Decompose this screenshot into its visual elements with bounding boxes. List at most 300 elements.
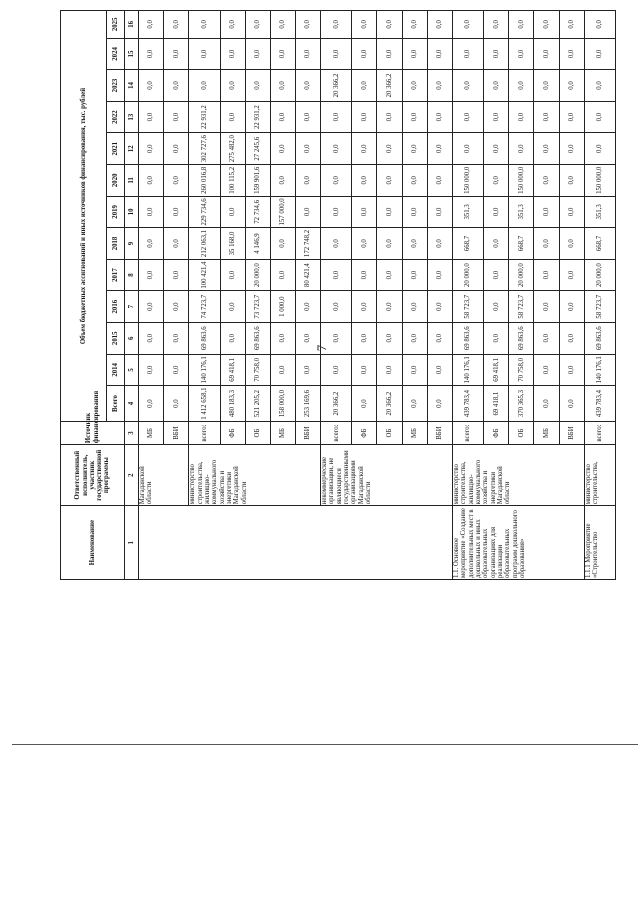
value-cell: 0,0 bbox=[139, 11, 164, 39]
value-cell: 0,0 bbox=[220, 259, 245, 291]
header-column-number: 13 bbox=[125, 101, 139, 133]
value-cell: 0,0 bbox=[220, 101, 245, 133]
value-cell: 0,0 bbox=[452, 70, 483, 102]
value-cell: 0,0 bbox=[220, 196, 245, 228]
header-column-number: 15 bbox=[125, 38, 139, 70]
value-cell: 0,0 bbox=[402, 354, 427, 386]
value-cell: 0,0 bbox=[559, 228, 584, 260]
value-cell: 0,0 bbox=[270, 354, 295, 386]
value-cell: 260 016,8 bbox=[189, 165, 220, 197]
value-cell: 0,0 bbox=[352, 38, 377, 70]
executor-ngo: некоммерческие организации, не являющиеся государственными организациями Магаданской области bbox=[321, 445, 453, 506]
value-cell: 0,0 bbox=[270, 70, 295, 102]
value-cell: 480 183,3 bbox=[220, 386, 245, 422]
value-cell: 74 723,7 bbox=[189, 291, 220, 323]
header-year: Всего bbox=[107, 386, 125, 422]
value-cell: 0,0 bbox=[139, 70, 164, 102]
source-cell: всего: bbox=[189, 421, 220, 444]
value-cell: 0,0 bbox=[559, 101, 584, 133]
value-cell: 0,0 bbox=[295, 322, 320, 354]
value-cell: 0,0 bbox=[559, 196, 584, 228]
value-cell: 0,0 bbox=[427, 259, 452, 291]
value-cell: 1 000,0 bbox=[270, 291, 295, 323]
value-cell: 0,0 bbox=[164, 386, 189, 422]
value-cell: 0,0 bbox=[295, 291, 320, 323]
value-cell: 0,0 bbox=[139, 386, 164, 422]
value-cell: 0,0 bbox=[139, 322, 164, 354]
value-cell: 0,0 bbox=[402, 291, 427, 323]
value-cell: 0,0 bbox=[295, 70, 320, 102]
value-cell: 0,0 bbox=[534, 38, 559, 70]
value-cell: 0,0 bbox=[484, 70, 509, 102]
value-cell: 0,0 bbox=[534, 133, 559, 165]
value-cell: 80 421,4 bbox=[295, 259, 320, 291]
value-cell: 0,0 bbox=[352, 11, 377, 39]
value-cell: 668,7 bbox=[509, 228, 534, 260]
value-cell: 0,0 bbox=[321, 322, 352, 354]
value-cell: 69 863,6 bbox=[509, 322, 534, 354]
value-cell: 0,0 bbox=[534, 228, 559, 260]
measure-1-1-1-name: 1.1.1 Мероприятие «Строительство bbox=[584, 506, 615, 580]
header-year: 2025 bbox=[107, 11, 125, 39]
value-cell: 0,0 bbox=[164, 259, 189, 291]
source-cell: всего: bbox=[584, 421, 615, 444]
value-cell: 0,0 bbox=[377, 165, 402, 197]
value-cell: 0,0 bbox=[352, 133, 377, 165]
value-cell: 0,0 bbox=[321, 259, 352, 291]
value-cell: 0,0 bbox=[509, 101, 534, 133]
value-cell: 0,0 bbox=[321, 291, 352, 323]
executor-ministry: министерство строительства, жилищно-коммунального хозяйства и энергетики Магаданской области bbox=[189, 445, 321, 506]
value-cell: 20 366,2 bbox=[321, 386, 352, 422]
value-cell: 0,0 bbox=[559, 38, 584, 70]
value-cell: 0,0 bbox=[352, 196, 377, 228]
source-cell: ОБ bbox=[377, 421, 402, 444]
value-cell: 0,0 bbox=[220, 291, 245, 323]
value-cell: 0,0 bbox=[484, 11, 509, 39]
value-cell: 0,0 bbox=[377, 291, 402, 323]
value-cell: 0,0 bbox=[427, 196, 452, 228]
value-cell: 0,0 bbox=[509, 70, 534, 102]
value-cell: 0,0 bbox=[270, 38, 295, 70]
header-year: 2020 bbox=[107, 165, 125, 197]
value-cell: 0,0 bbox=[402, 11, 427, 39]
value-cell: 35 168,0 bbox=[220, 228, 245, 260]
value-cell: 0,0 bbox=[270, 133, 295, 165]
value-cell: 0,0 bbox=[584, 70, 615, 102]
value-cell: 73 723,7 bbox=[245, 291, 270, 323]
value-cell: 0,0 bbox=[377, 11, 402, 39]
value-cell: 0,0 bbox=[484, 259, 509, 291]
value-cell: 4 146,9 bbox=[245, 228, 270, 260]
value-cell: 0,0 bbox=[584, 38, 615, 70]
value-cell: 0,0 bbox=[402, 70, 427, 102]
value-cell: 0,0 bbox=[427, 322, 452, 354]
rotated-table-wrapper bbox=[60, 10, 616, 580]
source-cell: ВБИ bbox=[559, 421, 584, 444]
value-cell: 0,0 bbox=[402, 101, 427, 133]
value-cell: 0,0 bbox=[402, 228, 427, 260]
value-cell: 0,0 bbox=[352, 354, 377, 386]
value-cell: 20 000,0 bbox=[452, 259, 483, 291]
executor-region: Магаданской области bbox=[139, 445, 189, 506]
header-column-numbers-row bbox=[125, 11, 139, 580]
value-cell: 0,0 bbox=[164, 165, 189, 197]
value-cell: 0,0 bbox=[139, 228, 164, 260]
value-cell: 0,0 bbox=[164, 70, 189, 102]
value-cell: 0,0 bbox=[402, 133, 427, 165]
value-cell: 0,0 bbox=[139, 165, 164, 197]
value-cell: 0,0 bbox=[295, 101, 320, 133]
value-cell: 0,0 bbox=[484, 133, 509, 165]
table-row bbox=[189, 11, 220, 580]
source-cell: ФБ bbox=[352, 421, 377, 444]
value-cell: 0,0 bbox=[377, 322, 402, 354]
value-cell: 0,0 bbox=[321, 133, 352, 165]
table-row bbox=[321, 11, 352, 580]
header-column-number: 16 bbox=[125, 11, 139, 39]
value-cell: 0,0 bbox=[139, 133, 164, 165]
value-cell: 0,0 bbox=[270, 101, 295, 133]
value-cell: 0,0 bbox=[402, 386, 427, 422]
value-cell: 0,0 bbox=[139, 38, 164, 70]
value-cell: 0,0 bbox=[189, 70, 220, 102]
value-cell: 351,3 bbox=[584, 196, 615, 228]
value-cell: 0,0 bbox=[321, 165, 352, 197]
source-cell: ФБ bbox=[484, 421, 509, 444]
value-cell: 370 365,3 bbox=[509, 386, 534, 422]
value-cell: 69 418,1 bbox=[484, 354, 509, 386]
value-cell: 0,0 bbox=[321, 101, 352, 133]
value-cell: 70 758,0 bbox=[509, 354, 534, 386]
value-cell: 0,0 bbox=[559, 354, 584, 386]
source-cell: МБ bbox=[139, 421, 164, 444]
value-cell: 0,0 bbox=[452, 11, 483, 39]
value-cell: 20 366,2 bbox=[377, 386, 402, 422]
value-cell: 0,0 bbox=[534, 291, 559, 323]
value-cell: 22 931,2 bbox=[245, 101, 270, 133]
value-cell: 0,0 bbox=[534, 101, 559, 133]
value-cell: 69 418,1 bbox=[220, 354, 245, 386]
value-cell: 0,0 bbox=[164, 228, 189, 260]
value-cell: 0,0 bbox=[509, 11, 534, 39]
source-cell: ВБИ bbox=[164, 421, 189, 444]
funding-table bbox=[60, 10, 616, 580]
value-cell: 0,0 bbox=[484, 196, 509, 228]
value-cell: 0,0 bbox=[427, 70, 452, 102]
value-cell: 0,0 bbox=[559, 322, 584, 354]
executor-ministry: министерство строительства, жилищно-коммунального хозяйства и энергетики Магаданской области bbox=[452, 445, 584, 506]
header-column-number: 12 bbox=[125, 133, 139, 165]
value-cell: 20 000,0 bbox=[509, 259, 534, 291]
value-cell: 0,0 bbox=[534, 354, 559, 386]
header-column-number: 3 bbox=[125, 421, 139, 444]
value-cell: 0,0 bbox=[352, 101, 377, 133]
value-cell: 0,0 bbox=[559, 11, 584, 39]
header-year: 2021 bbox=[107, 133, 125, 165]
value-cell: 70 758,0 bbox=[245, 354, 270, 386]
header-column-number: 11 bbox=[125, 165, 139, 197]
value-cell: 0,0 bbox=[534, 322, 559, 354]
value-cell: 0,0 bbox=[295, 196, 320, 228]
header-year: 2024 bbox=[107, 38, 125, 70]
value-cell: 0,0 bbox=[321, 228, 352, 260]
value-cell: 0,0 bbox=[270, 165, 295, 197]
value-cell: 0,0 bbox=[402, 38, 427, 70]
value-cell: 0,0 bbox=[584, 11, 615, 39]
value-cell: 0,0 bbox=[270, 322, 295, 354]
value-cell: 22 931,2 bbox=[189, 101, 220, 133]
value-cell: 0,0 bbox=[189, 38, 220, 70]
value-cell: 0,0 bbox=[452, 101, 483, 133]
value-cell: 0,0 bbox=[352, 291, 377, 323]
source-cell: МБ bbox=[534, 421, 559, 444]
value-cell: 275 482,0 bbox=[220, 133, 245, 165]
value-cell: 0,0 bbox=[402, 322, 427, 354]
value-cell: 0,0 bbox=[402, 165, 427, 197]
value-cell: 0,0 bbox=[352, 259, 377, 291]
value-cell: 0,0 bbox=[164, 11, 189, 39]
value-cell: 0,0 bbox=[270, 259, 295, 291]
value-cell: 0,0 bbox=[270, 11, 295, 39]
value-cell: 0,0 bbox=[352, 386, 377, 422]
value-cell: 0,0 bbox=[164, 196, 189, 228]
source-cell: ВБИ bbox=[427, 421, 452, 444]
value-cell: 0,0 bbox=[452, 133, 483, 165]
value-cell: 150 000,0 bbox=[509, 165, 534, 197]
value-cell: 0,0 bbox=[559, 70, 584, 102]
value-cell: 0,0 bbox=[270, 228, 295, 260]
header-year: 2019 bbox=[107, 196, 125, 228]
value-cell: 0,0 bbox=[220, 322, 245, 354]
value-cell: 0,0 bbox=[534, 386, 559, 422]
value-cell: 69 418,1 bbox=[484, 386, 509, 422]
name-cell-empty bbox=[139, 506, 453, 580]
header-column-number: 14 bbox=[125, 70, 139, 102]
value-cell: 0,0 bbox=[559, 291, 584, 323]
value-cell: 27 245,6 bbox=[245, 133, 270, 165]
value-cell: 0,0 bbox=[534, 165, 559, 197]
value-cell: 0,0 bbox=[534, 70, 559, 102]
value-cell: 0,0 bbox=[427, 386, 452, 422]
value-cell: 0,0 bbox=[352, 322, 377, 354]
source-cell: ОБ bbox=[509, 421, 534, 444]
value-cell: 0,0 bbox=[245, 11, 270, 39]
value-cell: 0,0 bbox=[584, 101, 615, 133]
table-row bbox=[452, 11, 483, 580]
header-year: 2022 bbox=[107, 101, 125, 133]
value-cell: 58 723,7 bbox=[509, 291, 534, 323]
value-cell: 0,0 bbox=[220, 11, 245, 39]
value-cell: 0,0 bbox=[164, 291, 189, 323]
header-funding-title: Объем бюджетных ассигнований и иных источников финансирования, тыс. рублей bbox=[61, 11, 107, 422]
value-cell: 0,0 bbox=[245, 70, 270, 102]
value-cell: 0,0 bbox=[427, 354, 452, 386]
source-cell: МБ bbox=[270, 421, 295, 444]
header-column-number: 7 bbox=[125, 291, 139, 323]
value-cell: 20 000,0 bbox=[584, 259, 615, 291]
value-cell: 0,0 bbox=[584, 133, 615, 165]
value-cell: 58 723,7 bbox=[452, 291, 483, 323]
value-cell: 0,0 bbox=[352, 165, 377, 197]
value-cell: 302 727,6 bbox=[189, 133, 220, 165]
header-year: 2018 bbox=[107, 228, 125, 260]
value-cell: 0,0 bbox=[352, 228, 377, 260]
value-cell: 0,0 bbox=[295, 11, 320, 39]
value-cell: 140 176,1 bbox=[584, 354, 615, 386]
value-cell: 351,3 bbox=[452, 196, 483, 228]
value-cell: 0,0 bbox=[139, 259, 164, 291]
value-cell: 140 176,1 bbox=[189, 354, 220, 386]
executor-ministry-short: министерство строительства, bbox=[584, 445, 615, 506]
value-cell: 0,0 bbox=[377, 354, 402, 386]
value-cell: 20 366,2 bbox=[321, 70, 352, 102]
source-cell: ОБ bbox=[245, 421, 270, 444]
value-cell: 0,0 bbox=[139, 354, 164, 386]
measure-1-1-name: 1.1. Основное мероприятие «Создание дополнительных мест в дошкольных и иных образовательных организациях для реализации образовательных программ дошкольного образования» bbox=[452, 506, 584, 580]
table-row bbox=[139, 11, 164, 580]
value-cell: 69 863,6 bbox=[452, 322, 483, 354]
value-cell: 0,0 bbox=[164, 354, 189, 386]
value-cell: 351,3 bbox=[509, 196, 534, 228]
value-cell: 0,0 bbox=[139, 291, 164, 323]
value-cell: 0,0 bbox=[295, 354, 320, 386]
header-year: 2014 bbox=[107, 354, 125, 386]
header-name: Наименование bbox=[61, 506, 125, 580]
value-cell: 0,0 bbox=[427, 165, 452, 197]
value-cell: 0,0 bbox=[427, 133, 452, 165]
value-cell: 0,0 bbox=[484, 228, 509, 260]
value-cell: 0,0 bbox=[321, 354, 352, 386]
value-cell: 668,7 bbox=[452, 228, 483, 260]
value-cell: 150 000,0 bbox=[584, 165, 615, 197]
value-cell: 0,0 bbox=[534, 11, 559, 39]
value-cell: 150 000,0 bbox=[452, 165, 483, 197]
page-divider bbox=[12, 744, 638, 745]
value-cell: 0,0 bbox=[427, 101, 452, 133]
value-cell: 0,0 bbox=[427, 38, 452, 70]
value-cell: 0,0 bbox=[377, 133, 402, 165]
value-cell: 0,0 bbox=[452, 38, 483, 70]
value-cell: 0,0 bbox=[295, 38, 320, 70]
header-year: 2017 bbox=[107, 259, 125, 291]
value-cell: 0,0 bbox=[534, 196, 559, 228]
source-cell: всего: bbox=[321, 421, 352, 444]
value-cell: 0,0 bbox=[484, 291, 509, 323]
value-cell: 58 723,7 bbox=[584, 291, 615, 323]
value-cell: 0,0 bbox=[427, 291, 452, 323]
value-cell: 100 421,4 bbox=[189, 259, 220, 291]
value-cell: 0,0 bbox=[509, 38, 534, 70]
header-column-number: 1 bbox=[125, 506, 139, 580]
value-cell: 0,0 bbox=[139, 196, 164, 228]
value-cell: 20 366,2 bbox=[377, 70, 402, 102]
value-cell: 0,0 bbox=[295, 165, 320, 197]
value-cell: 0,0 bbox=[377, 196, 402, 228]
value-cell: 159 901,6 bbox=[245, 165, 270, 197]
source-cell: ФБ bbox=[220, 421, 245, 444]
value-cell: 0,0 bbox=[377, 101, 402, 133]
header-column-number: 8 bbox=[125, 259, 139, 291]
value-cell: 0,0 bbox=[139, 101, 164, 133]
value-cell: 69 863,6 bbox=[584, 322, 615, 354]
value-cell: 0,0 bbox=[164, 101, 189, 133]
header-year: 2015 bbox=[107, 322, 125, 354]
value-cell: 0,0 bbox=[484, 38, 509, 70]
table-row bbox=[584, 11, 615, 580]
value-cell: 69 863,6 bbox=[245, 322, 270, 354]
value-cell: 0,0 bbox=[352, 70, 377, 102]
value-cell: 0,0 bbox=[559, 165, 584, 197]
value-cell: 0,0 bbox=[559, 386, 584, 422]
header-column-number: 2 bbox=[125, 445, 139, 506]
value-cell: 253 169,6 bbox=[295, 386, 320, 422]
value-cell: 0,0 bbox=[377, 259, 402, 291]
source-cell: ВБИ bbox=[295, 421, 320, 444]
value-cell: 0,0 bbox=[427, 228, 452, 260]
value-cell: 0,0 bbox=[245, 38, 270, 70]
value-cell: 668,7 bbox=[584, 228, 615, 260]
value-cell: 0,0 bbox=[164, 133, 189, 165]
source-cell: всего: bbox=[452, 421, 483, 444]
value-cell: 0,0 bbox=[509, 133, 534, 165]
value-cell: 0,0 bbox=[559, 133, 584, 165]
header-column-number: 4 bbox=[125, 386, 139, 422]
value-cell: 0,0 bbox=[220, 38, 245, 70]
value-cell: 439 783,4 bbox=[584, 386, 615, 422]
value-cell: 172 748,2 bbox=[295, 228, 320, 260]
value-cell: 439 783,4 bbox=[452, 386, 483, 422]
value-cell: 0,0 bbox=[321, 11, 352, 39]
value-cell: 0,0 bbox=[534, 259, 559, 291]
value-cell: 69 863,6 bbox=[189, 322, 220, 354]
header-source: Источник финансирования bbox=[61, 421, 125, 444]
value-cell: 157 000,0 bbox=[270, 196, 295, 228]
header-column-number: 9 bbox=[125, 228, 139, 260]
value-cell: 100 115,2 bbox=[220, 165, 245, 197]
value-cell: 0,0 bbox=[164, 38, 189, 70]
source-cell: МБ bbox=[402, 421, 427, 444]
value-cell: 0,0 bbox=[427, 11, 452, 39]
header-column-number: 6 bbox=[125, 322, 139, 354]
value-cell: 521 205,2 bbox=[245, 386, 270, 422]
header-column-number: 5 bbox=[125, 354, 139, 386]
value-cell: 0,0 bbox=[484, 322, 509, 354]
header-year: 2016 bbox=[107, 291, 125, 323]
value-cell: 0,0 bbox=[484, 101, 509, 133]
value-cell: 140 176,1 bbox=[452, 354, 483, 386]
value-cell: 0,0 bbox=[164, 322, 189, 354]
value-cell: 72 734,6 bbox=[245, 196, 270, 228]
value-cell: 212 063,1 bbox=[189, 228, 220, 260]
value-cell: 0,0 bbox=[402, 259, 427, 291]
value-cell: 229 734,6 bbox=[189, 196, 220, 228]
funding-table-body bbox=[139, 11, 616, 580]
header-year: 2023 bbox=[107, 70, 125, 102]
value-cell: 0,0 bbox=[377, 38, 402, 70]
value-cell: 158 000,0 bbox=[270, 386, 295, 422]
header-executor: Ответственный исполнитель, участник государственной программы bbox=[61, 445, 125, 506]
value-cell: 20 000,0 bbox=[245, 259, 270, 291]
value-cell: 0,0 bbox=[321, 196, 352, 228]
value-cell: 0,0 bbox=[189, 11, 220, 39]
value-cell: 0,0 bbox=[220, 70, 245, 102]
value-cell: 0,0 bbox=[484, 165, 509, 197]
value-cell: 0,0 bbox=[295, 133, 320, 165]
value-cell: 0,0 bbox=[321, 38, 352, 70]
header-column-number: 10 bbox=[125, 196, 139, 228]
value-cell: 1 412 658,1 bbox=[189, 386, 220, 422]
